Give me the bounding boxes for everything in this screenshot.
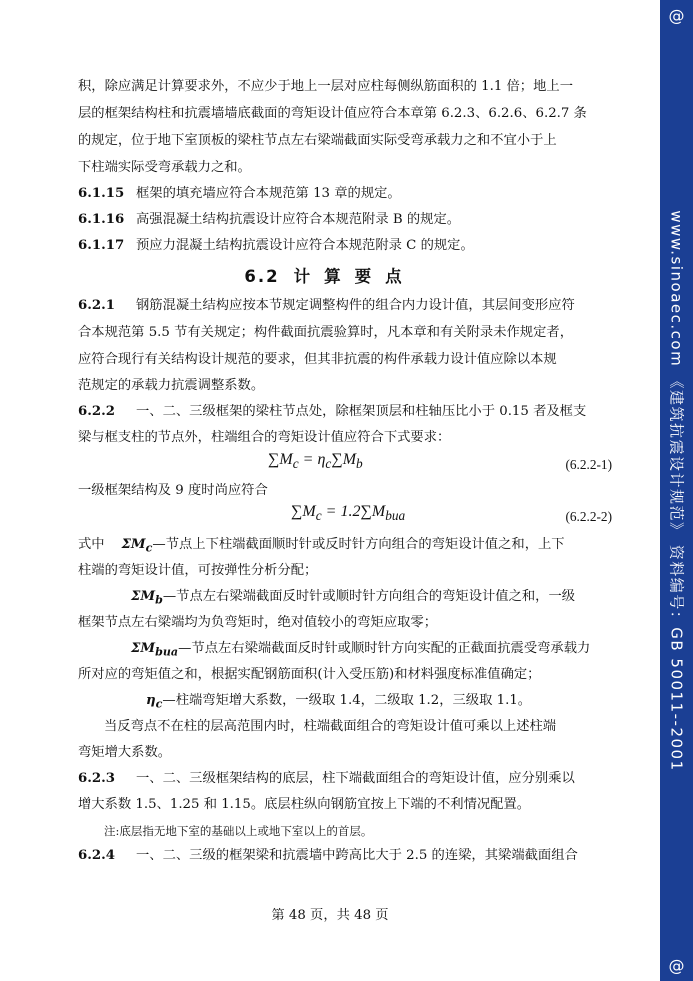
- formula-subscript: c: [315, 508, 322, 524]
- sidebar-text: www.sinoaec.com 《建筑抗震设计规范》 资料编号：GB 50011--2001: [667, 209, 685, 772]
- clause-6-2-3: [78, 769, 612, 789]
- paragraph-line: 层的框架结构柱和抗震墙墙底截面的弯矩设计值应符合本章第 6.2.3、6.2.6、6.2.7 条: [78, 106, 587, 121]
- clause-text: 一、二、三级框架结构的底层，柱下端截面组合的弯矩设计值，应分别乘以: [136, 771, 575, 786]
- sidebar-banner: [660, 0, 693, 981]
- definition-line: [131, 587, 612, 611]
- clause-text: 一、二、三级框架的梁柱节点处，除框架顶层和柱轴压比小于 0.15 者及框支: [136, 404, 587, 419]
- symbol: ΣM: [131, 641, 156, 656]
- where-label: 式中: [78, 537, 105, 552]
- formula-subscript: c: [292, 456, 299, 472]
- symbol-subscript: bua: [155, 645, 179, 659]
- symbol-subscript: b: [155, 593, 163, 607]
- section-title: 计算要点: [293, 267, 416, 286]
- clause-6-2-1: [78, 296, 612, 316]
- paragraph-line: 梁与框支柱的节点外，柱端组合的弯矩设计值应符合下式要求：: [78, 430, 451, 445]
- formula-term: = 1.2: [321, 503, 361, 520]
- clause-text: 高强混凝土结构抗震设计应符合本规范附录 B 的规定。: [136, 212, 461, 227]
- clause-text: 钢筋混凝土结构应按本节规定调整构件的组合内力设计值，其层间变形应符: [136, 298, 575, 313]
- formula-subscript: bua: [385, 508, 406, 524]
- clause-number: 6.1.17: [78, 238, 125, 253]
- symbol: ΣM: [131, 589, 156, 604]
- paragraph-line: 合本规范第 5.5 节有关规定；构件截面抗震验算时，凡本章和有关附录未作规定者，: [78, 325, 573, 340]
- clause-number: 6.1.15: [78, 186, 125, 201]
- at-icon: @: [668, 6, 685, 25]
- definition-line: 框架节点左右梁端均为负弯矩时，绝对值较小的弯矩应取零；: [78, 615, 438, 630]
- section-number: 6.2: [244, 267, 280, 286]
- definition-text: —节点左右梁端截面反时针或顺时针方向实配的正截面抗震受弯承载力: [178, 641, 591, 656]
- paragraph-line: 应符合现行有关结构设计规范的要求，但其非抗震的构件承载力设计值应除以本规: [78, 352, 557, 367]
- clause-6-1-15: [78, 184, 612, 204]
- formula-term: ∑M: [331, 451, 357, 468]
- paragraph-line: 下柱端实际受弯承载力之和。: [78, 160, 251, 175]
- formula-subscript: c: [325, 456, 332, 472]
- clause-6-1-17: [78, 236, 612, 256]
- clause-text: 预应力混凝土结构抗震设计应符合本规范附录 C 的规定。: [136, 238, 474, 253]
- clause-6-1-16: [78, 210, 612, 230]
- paragraph-line: 积，除应满足计算要求外，不应少于地上一层对应柱每侧纵筋面积的 1.1 倍；地上一: [78, 79, 573, 94]
- paragraph-line: 弯矩增大系数。: [78, 745, 172, 760]
- clause-6-2-4: [78, 846, 612, 866]
- definition-line: 所对应的弯矩值之和，根据实配钢筋面积(计入受压筋)和材料强度标准值确定；: [78, 667, 541, 682]
- definition-text: —节点上下柱端截面顺时针或反时针方向组合的弯矩设计值之和，上下: [152, 537, 565, 552]
- formula-term: ∑M: [268, 451, 293, 468]
- clause-number: 6.1.16: [78, 212, 125, 227]
- definition-line: [131, 639, 612, 663]
- definition-line: 柱端的弯矩设计值，可按弹性分析分配；: [78, 563, 318, 578]
- formula-term: ∑M: [291, 503, 316, 520]
- clause-number: 6.2.2: [78, 404, 116, 419]
- clause-text: 一、二、三级的框架梁和抗震墙中跨高比大于 2.5 的连梁，其梁端截面组合: [136, 848, 578, 863]
- formula-6-2-2-2: [291, 503, 405, 524]
- note-line: 注:底层指无地下室的基础以上或地下室以上的首层。: [104, 824, 373, 838]
- paragraph-line: 一级框架结构及 9 度时尚应符合: [78, 483, 268, 498]
- formula-term: = η: [298, 451, 326, 468]
- paragraph-line: 的规定，位于地下室顶板的梁柱节点左右梁端截面实际受弯承载力之和不宜小于上: [78, 133, 557, 148]
- at-icon: @: [668, 956, 685, 975]
- paragraph-line: 增大系数 1.5、1.25 和 1.15。底层柱纵向钢筋宜按上下端的不利情况配置。: [78, 797, 531, 812]
- clause-6-2-2: [78, 402, 612, 422]
- clause-number: 6.2.1: [78, 298, 116, 313]
- clause-text: 框架的填充墙应符合本规范第 13 章的规定。: [136, 186, 401, 201]
- paragraph-line: 当反弯点不在柱的层高范围内时，柱端截面组合的弯矩设计值可乘以上述柱端: [104, 719, 557, 734]
- symbol-subscript: c: [145, 541, 153, 555]
- definition-line: [78, 535, 612, 559]
- section-heading: [0, 263, 660, 287]
- definition-line: [146, 691, 612, 715]
- formula-term: ∑M: [360, 503, 386, 520]
- definition-text: —柱端弯矩增大系数，一级取 1.4，二级取 1.2，三级取 1.1。: [162, 693, 532, 708]
- symbol: ΣM: [121, 537, 146, 552]
- clause-number: 6.2.3: [78, 771, 116, 786]
- page-footer: 第 48 页，共 48 页: [271, 908, 389, 923]
- paragraph-line: 范规定的承载力抗震调整系数。: [78, 378, 265, 393]
- definition-text: —节点左右梁端截面反时针或顺时针方向组合的弯矩设计值之和，一级: [162, 589, 576, 604]
- formula-6-2-2-1: [268, 451, 363, 472]
- symbol-subscript: c: [155, 697, 163, 711]
- equation-number: (6.2.2-2): [565, 509, 612, 524]
- symbol: η: [146, 693, 156, 708]
- equation-number: (6.2.2-1): [565, 457, 612, 472]
- formula-subscript: b: [356, 456, 363, 472]
- clause-number: 6.2.4: [78, 848, 116, 863]
